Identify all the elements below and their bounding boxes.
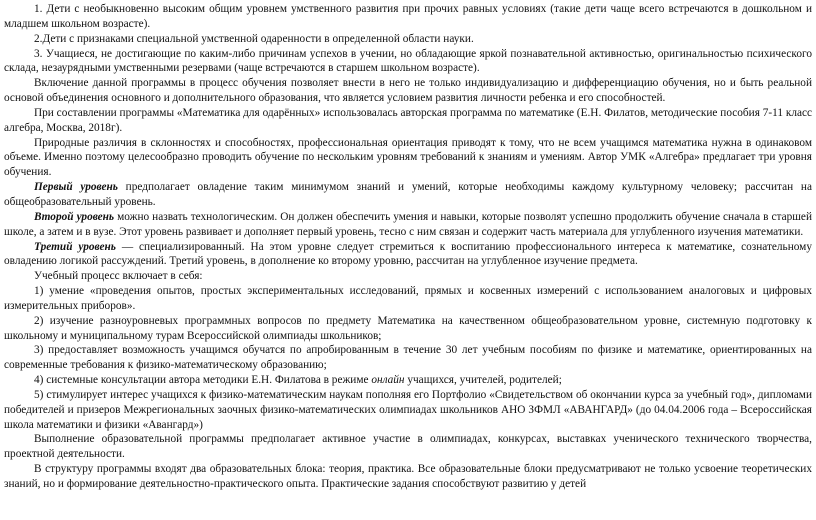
paragraph-item-3: 3) предоставляет возможность учащимся обучатся по апробированным в течение 30 лет учебным пособиям по физике и математике, ориентированных на современные требования к физико-математическому образованию; bbox=[4, 344, 812, 372]
paragraph-third-level bbox=[4, 240, 812, 270]
second-level-heading: Второй уровень bbox=[34, 210, 115, 223]
first-level-text: предполагает овладение таким минимумом знаний и умений, которые необходимы каждому культурному человеку; рассчитан на общеобразовательный уровень. bbox=[4, 181, 812, 208]
paragraph-item-4 bbox=[4, 373, 812, 388]
paragraph-program-source: При составлении программы «Математика для одарённых» использовалась авторская программа по математике (Е.Н. Филатов, методические пособия 7-11 класс алгебра, Москва, 2018г). bbox=[4, 106, 813, 134]
paragraph-category-1: 1. Дети с необыкновенно высоким общим уровнем умственного развития при прочих равных условиях (такие дети чаще всего встречаются в дошкольном и младшем школьном возрасте). bbox=[4, 3, 812, 30]
paragraph-category-3: 3. Учащиеся, не достигающие по каким-либо причинам успехов в учении, но обладающие яркой познавательной активностью, оригинальностью психического склада, незаурядными умственными резервами (чаще встречаются в старшем школьном возрасте). bbox=[4, 47, 812, 75]
paragraph-participation: Выполнение образовательной программы предполагает активное участие в олимпиадах, конкурсах, выставках ученического технического творчества, проектной деятельности. bbox=[4, 433, 812, 461]
paragraph-program-inclusion: Включение данной программы в процесс обучения позволяет внести в него не только индивидуализацию и дифференциацию обучения, но и быть реальной основой объединения основного и дополнительного образования, что является условием развития личности ребенка и его способностей. bbox=[4, 77, 812, 105]
paragraph-process-intro: Учебный процесс включает в себя: bbox=[34, 270, 203, 283]
item-4-text-b: учащихся, учителей, родителей; bbox=[404, 374, 562, 387]
paragraph-item-5: 5) стимулирует интерес учащихся к физико-математическим наукам пополняя его Портфолио «Свидетельством об окончании курса за учебный год», дипломами победителей и призеров Межрегиональных заочных физико-математических олимпиадах школьников АНО ЗФМЛ «АВАНГАРД» (до 04.04.2006 года – Всероссийская школа математики и физики «Авангард») bbox=[4, 388, 812, 431]
paragraph-second-level bbox=[4, 210, 812, 240]
item-4-online: онлайн bbox=[371, 374, 405, 387]
third-level-heading: Третий уровень bbox=[34, 240, 116, 253]
first-level-heading: Первый уровень bbox=[34, 181, 118, 194]
second-level-text: можно назвать технологическим. Он должен обеспечить умения и навыки, которые позволят успешно продолжить обучение сначала в старшей школе, а затем и в вузе. Этот уровень развивает и дополняет первый уровень, тесно с ним связан и содержит часть материала для углубленного изучения математики. bbox=[4, 210, 812, 238]
item-4-text-a: 4) системные консультации автора методики Е.Н. Филатова в режиме bbox=[34, 374, 372, 387]
paragraph-category-2: 2.Дети с признаками специальной умственной одаренности в определенной области науки. bbox=[34, 32, 474, 45]
paragraph-natural-differences: Природные различия в склонностях и способностях, профессиональная ориентация приводят к тому, что не всем учащимся математика нужна в одинаковом объеме. Именно поэтому целесообразно проводить обучение по нескольким уровням требований к знаниям и умениям. Автор УМК «Алгебра» предлагает три уровня обучения. bbox=[4, 136, 812, 179]
third-level-text: — специализированный. На этом уровне следует стремиться к воспитанию профессионального интереса к математике, сознательному овладению логикой рассуждений. Третий уровень, в дополнение ко второму уровню, рассчитан на углубленное изучение предмета. bbox=[4, 240, 812, 268]
paragraph-item-2: 2) изучение разноуровневых программных вопросов по предмету Математика на качественном общеобразовательном уровне, системную подготовку к школьному и муниципальному турам Всероссийской олимпиады школьников; bbox=[4, 314, 812, 342]
paragraph-structure: В структуру программы входят два образовательных блока: теория, практика. Все образовательные блоки предусматривают не только усвоение теоретических знаний, но и формирование деятельностно-практического опыта. Практические задания способствуют развитию у детей bbox=[4, 463, 812, 490]
paragraph-item-1: 1) умение «проведения опытов, простых экспериментальных исследований, прямых и косвенных измерений с использованием аналоговых и цифровых измерительных приборов». bbox=[4, 285, 812, 312]
paragraph-first-level bbox=[4, 180, 812, 210]
